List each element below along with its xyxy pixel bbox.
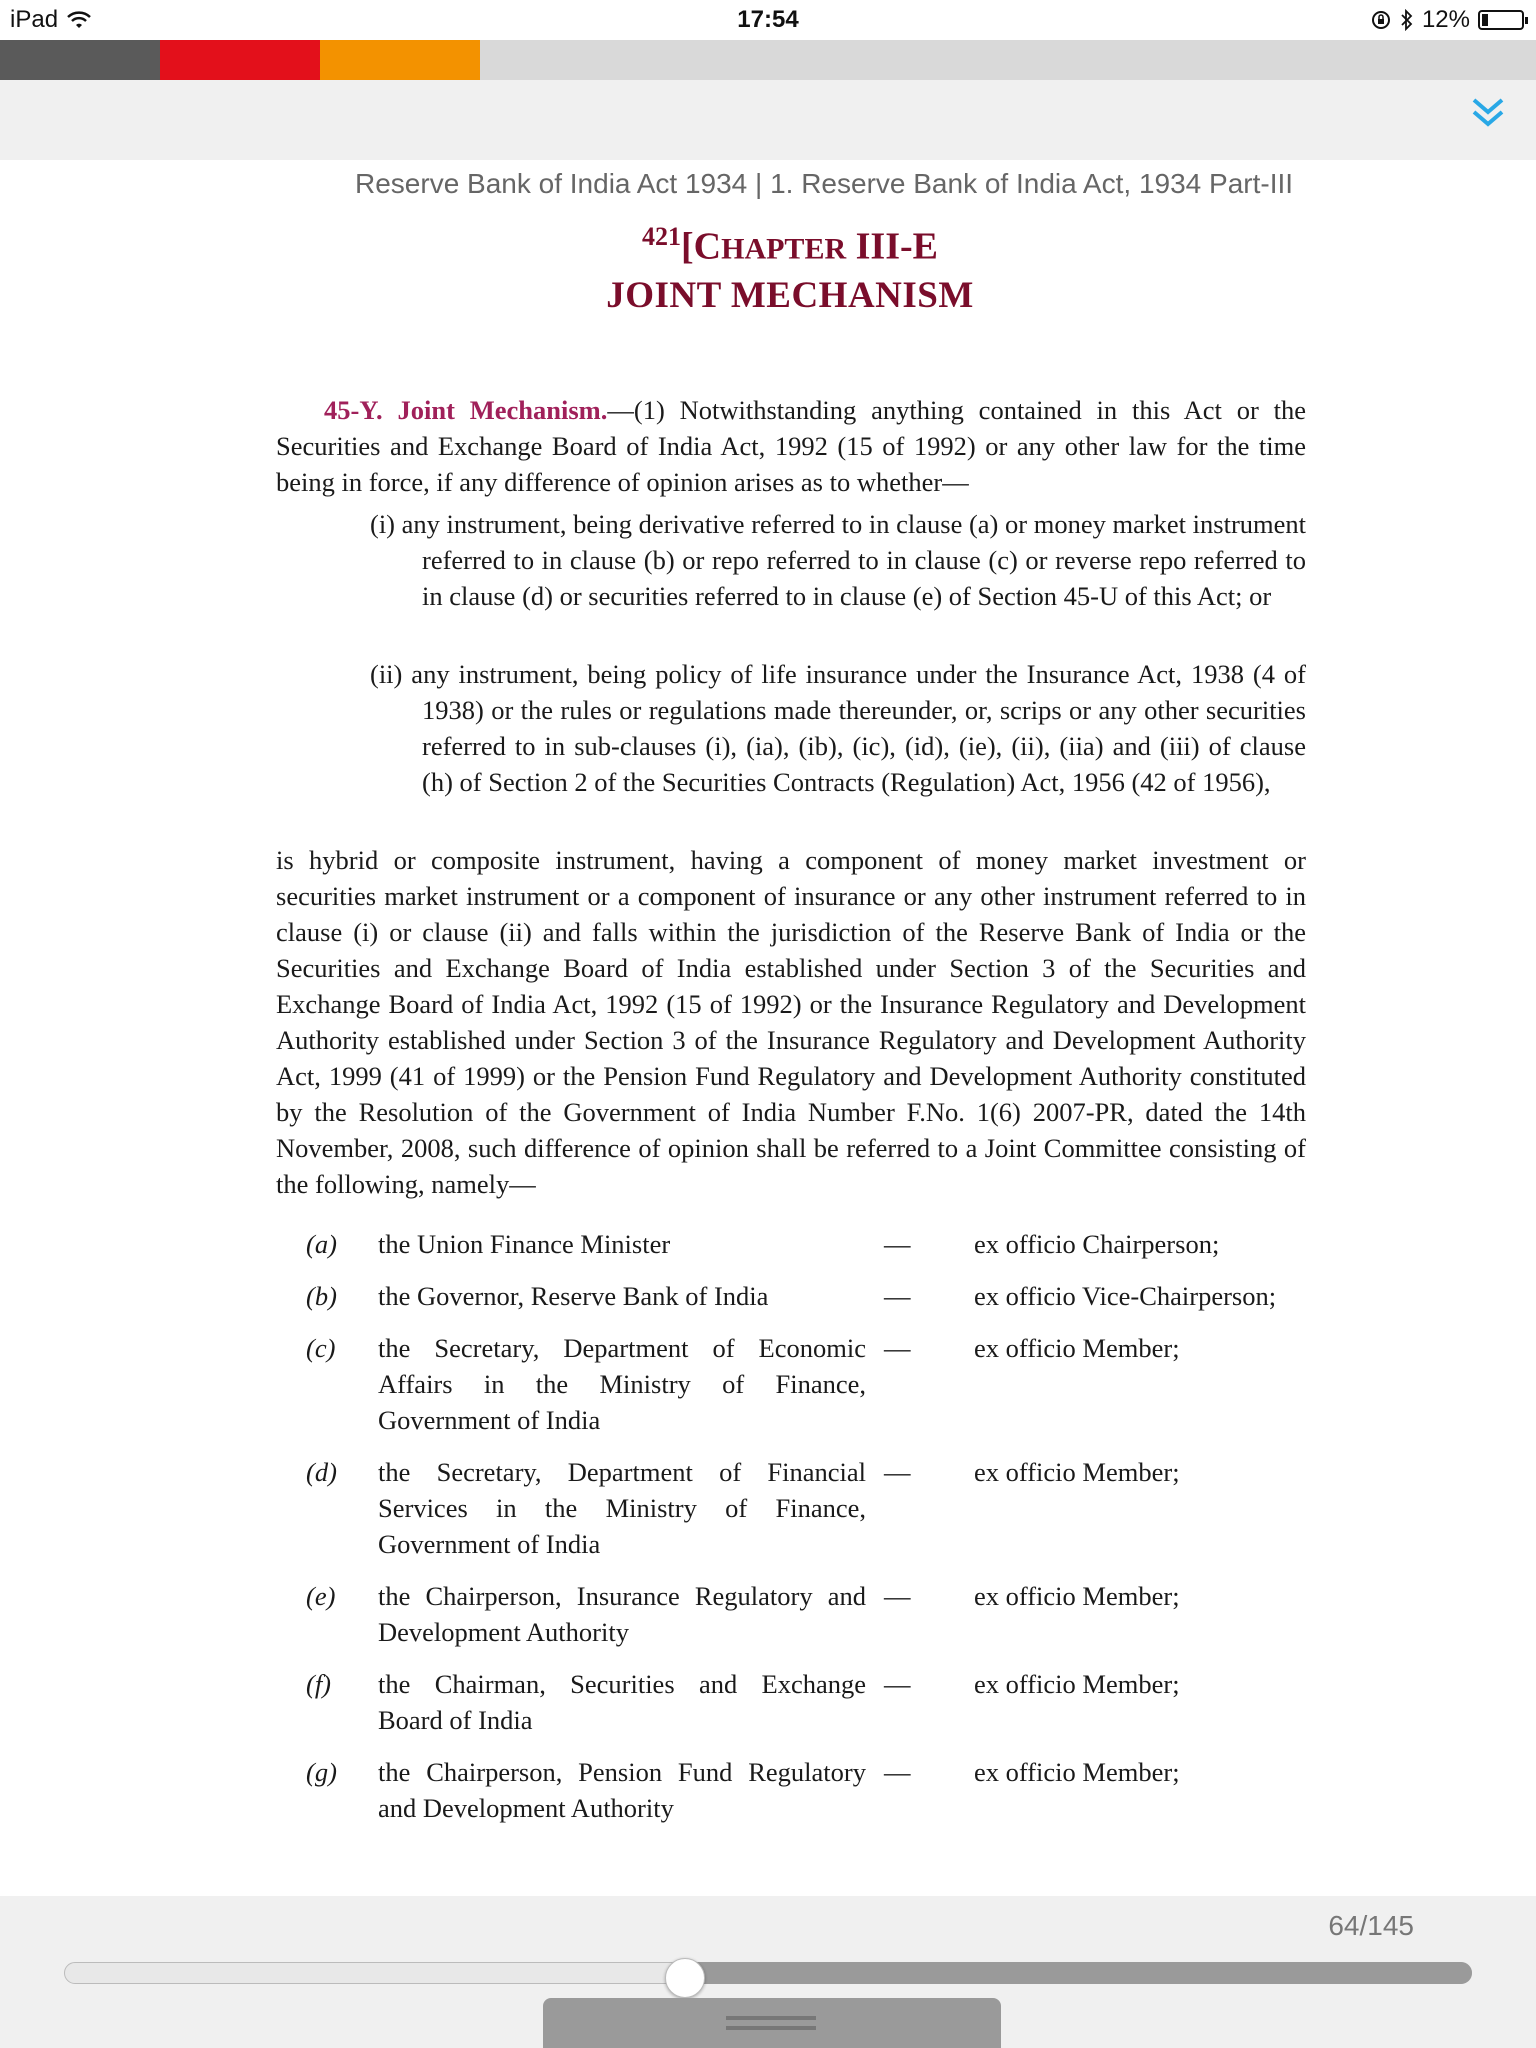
chapter-prefix: [C: [681, 225, 722, 268]
row-dash: —: [884, 1229, 911, 1259]
section-paragraph: [276, 392, 1306, 500]
row-role: ex officio Member;: [974, 1757, 1180, 1787]
clause-ii: (ii) any instrument, being policy of life insurance under the Insurance Act, 1938 (4 of 1938) or the rules or regulations made thereunder, or, scrips or any other securities referred to in sub-clauses (i), (ia), (ib), (ic), (id), (ie), (ii), (iia) and (iii) of clause (h) of Section 2 of the Securities Contracts (Regulation) Act, 1956 (42 of 1956),: [370, 659, 1306, 797]
row-dash: —: [884, 1669, 911, 1699]
row-label: (d): [306, 1457, 337, 1487]
section-intro: —(1) Notwithstanding anything contained in this Act or the Securities and Exchange Board of India Act, 1992 (15 of 1992) or any other law for the time being in force, if any difference of opinion arises as to whether—: [276, 395, 1306, 497]
bluetooth-icon: [1400, 9, 1414, 31]
color-tab-strip: [0, 40, 1536, 80]
double-chevron-down-icon[interactable]: [1468, 92, 1508, 132]
continuation-paragraph: is hybrid or composite instrument, having a component of money market investment or securities market instrument or a component of insurance or any other instrument referred to in clause (i) or clause (ii) and falls within the jurisdiction of the Reserve Bank of India or the Securities and Exchange Board of India established under Section 3 of the Securities and Exchange Board of India Act, 1992 (15 of 1992) or the Insurance Regulatory and Development Authority established under Section 3 of the Insurance Regulatory and Development Authority Act, 1999 (41 of 1999) or the Pension Fund Regulatory and Development Authority constituted by the Resolution of the Government of India Number F.No. 1(6) 2007-PR, dated the 14th November, 2008, such difference of opinion shall be referred to a Joint Committee consisting of the following, namely—: [276, 845, 1306, 1199]
device-name: iPad: [10, 6, 59, 33]
rotation-lock-icon: [1370, 9, 1392, 31]
reader-toolbar: [0, 80, 1536, 160]
footnote-ref[interactable]: 421: [642, 222, 681, 251]
chapter-title: JOINT MECHANISM: [606, 275, 974, 316]
section-title: 45-Y. Joint Mechanism.: [324, 395, 608, 425]
row-role: ex officio Member;: [974, 1457, 1180, 1487]
page-slider-fill: [684, 1962, 1472, 1984]
row-role: ex officio Member;: [974, 1581, 1180, 1611]
tab-orange[interactable]: [320, 40, 480, 80]
committee-row: [276, 1666, 1306, 1740]
committee-row: [276, 1578, 1306, 1652]
row-dash: —: [884, 1281, 911, 1311]
row-member: the Governor, Reserve Bank of India: [378, 1281, 769, 1311]
chapter-heading: [0, 222, 1536, 269]
clause-i: (i) any instrument, being derivative referred to in clause (a) or money market instrument referred to in clause (b) or repo referred to in clause (c) or reverse repo referred to in clause (d) or securities referred to in clause (e) of Section 45-U of this Act; or: [370, 509, 1307, 611]
chapter-number: III-E: [855, 225, 938, 268]
tab-gray[interactable]: [0, 40, 160, 80]
row-label: (e): [306, 1581, 336, 1611]
row-member: the Chairman, Securities and Exchange Board of India: [378, 1669, 866, 1735]
row-label: (f): [306, 1669, 332, 1699]
committee-row: [276, 1454, 1306, 1564]
row-label: (c): [306, 1333, 336, 1363]
tab-red[interactable]: [160, 40, 320, 80]
row-dash: —: [884, 1333, 911, 1363]
row-role: ex officio Member;: [974, 1669, 1180, 1699]
committee-row: [276, 1754, 1306, 1828]
row-role: ex officio Member;: [974, 1333, 1180, 1363]
row-member: the Secretary, Department of Economic Affairs in the Ministry of Finance, Government of India: [378, 1333, 866, 1435]
page-slider-thumb[interactable]: [665, 1958, 705, 1998]
battery-icon: [1478, 10, 1524, 30]
row-member: the Chairperson, Insurance Regulatory and Development Authority: [378, 1581, 866, 1647]
battery-percent: 12%: [1421, 6, 1470, 33]
drawer-handle[interactable]: [543, 1998, 1001, 2048]
row-role: ex officio Chairperson;: [974, 1229, 1220, 1259]
chapter-smallcaps: HAPTER: [721, 232, 847, 266]
running-head: Reserve Bank of India Act 1934 | 1. Reserve Bank of India Act, 1934 Part-III: [355, 168, 1294, 199]
status-bar: [0, 0, 1536, 40]
row-member: the Chairperson, Pension Fund Regulatory and Development Authority: [378, 1757, 866, 1823]
row-dash: —: [884, 1757, 911, 1787]
row-dash: —: [884, 1457, 911, 1487]
row-member: the Union Finance Minister: [378, 1229, 671, 1259]
committee-row: [276, 1278, 1306, 1318]
row-dash: —: [884, 1581, 911, 1611]
row-label: (g): [306, 1757, 337, 1787]
row-member: the Secretary, Department of Financial Services in the Ministry of Finance, Government of India: [378, 1457, 866, 1559]
row-role: ex officio Vice-Chairperson;: [974, 1281, 1277, 1311]
status-right: [1370, 6, 1524, 34]
clock: 17:54: [737, 6, 799, 33]
committee-row: [276, 1330, 1306, 1440]
row-label: (b): [306, 1281, 337, 1311]
committee-row: [276, 1226, 1306, 1266]
page-indicator: 64/145: [1328, 1910, 1414, 1941]
row-label: (a): [306, 1229, 337, 1259]
